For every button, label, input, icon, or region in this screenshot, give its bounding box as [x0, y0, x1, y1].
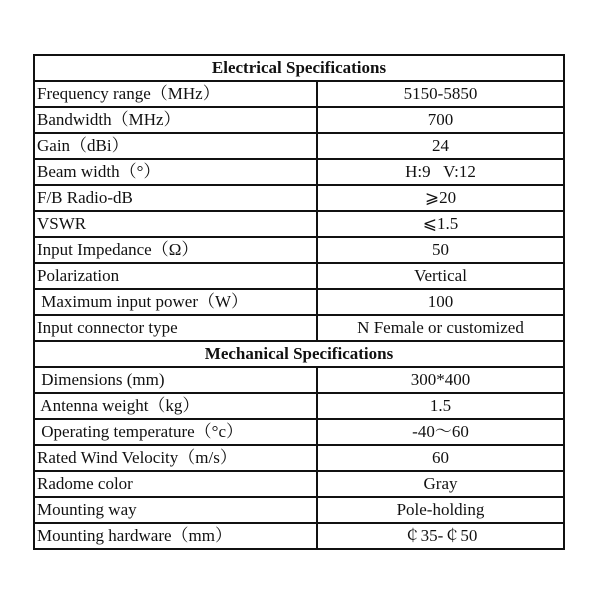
table-row: [34, 263, 564, 289]
spec-label: Gain（dBi）: [34, 133, 317, 159]
spec-label: Input Impedance（Ω）: [34, 237, 317, 263]
spec-label: F/B Radio-dB: [34, 185, 317, 211]
table-row: [34, 211, 564, 237]
table-row: [34, 419, 564, 445]
spec-value: N Female or customized: [317, 315, 564, 341]
spec-value: 300*400: [317, 367, 564, 393]
spec-label: Frequency range（MHz）: [34, 81, 317, 107]
spec-value: ⩽1.5: [317, 211, 564, 237]
spec-value: -40～60: [317, 419, 564, 445]
table-row: [34, 367, 564, 393]
table-row: [34, 107, 564, 133]
table-row: [34, 471, 564, 497]
table-row: [34, 497, 564, 523]
spec-value: 100: [317, 289, 564, 315]
table-row: [34, 185, 564, 211]
spec-label: Input connector type: [34, 315, 317, 341]
spec-value: 24: [317, 133, 564, 159]
table-row: [34, 315, 564, 341]
table-row: [34, 237, 564, 263]
spec-value: Gray: [317, 471, 564, 497]
spec-label: Polarization: [34, 263, 317, 289]
table-row: [34, 81, 564, 107]
spec-label: Bandwidth（MHz）: [34, 107, 317, 133]
table-row: [34, 523, 564, 549]
mechanical-specifications-title: Mechanical Specifications: [34, 341, 564, 367]
specifications-table: [33, 54, 565, 550]
spec-label: Mounting way: [34, 497, 317, 523]
spec-value: 50: [317, 237, 564, 263]
spec-value: 1.5: [317, 393, 564, 419]
section-header-row: [34, 341, 564, 367]
spec-value: ⩾20: [317, 185, 564, 211]
spec-value: 700: [317, 107, 564, 133]
section-header-row: [34, 55, 564, 81]
spec-value: 5150-5850: [317, 81, 564, 107]
spec-label: Dimensions (mm): [34, 367, 317, 393]
spec-value: 60: [317, 445, 564, 471]
spec-label: VSWR: [34, 211, 317, 237]
spec-value: Vertical: [317, 263, 564, 289]
spec-label: Rated Wind Velocity（m/s）: [34, 445, 317, 471]
spec-value: H:9 V:12: [317, 159, 564, 185]
table-row: [34, 289, 564, 315]
spec-label: Radome color: [34, 471, 317, 497]
table-row: [34, 445, 564, 471]
table-row: [34, 159, 564, 185]
spec-value: ￠35-￠50: [317, 523, 564, 549]
table-row: [34, 393, 564, 419]
spec-label: Mounting hardware（mm）: [34, 523, 317, 549]
spec-label: Operating temperature（°c）: [34, 419, 317, 445]
table-row: [34, 133, 564, 159]
electrical-specifications-title: Electrical Specifications: [34, 55, 564, 81]
spec-value: Pole-holding: [317, 497, 564, 523]
spec-label: Beam width（°）: [34, 159, 317, 185]
spec-label: Maximum input power（W）: [34, 289, 317, 315]
spec-label: Antenna weight（kg）: [34, 393, 317, 419]
